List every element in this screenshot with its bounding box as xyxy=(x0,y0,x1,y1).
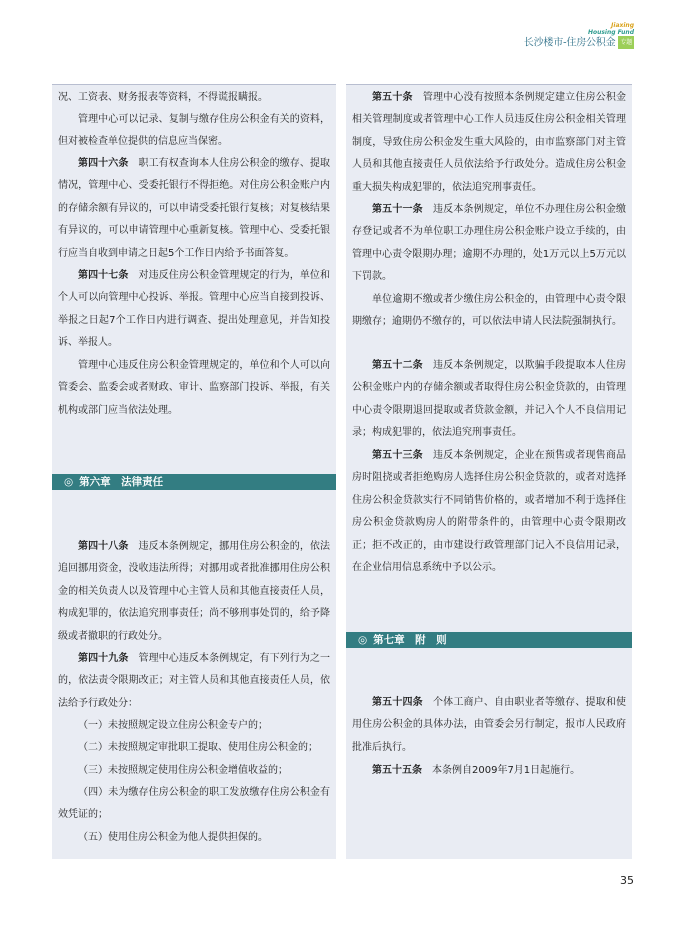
article-number: 第四十六条 xyxy=(78,158,129,169)
article-number: 第五十四条 xyxy=(372,697,423,708)
article-55 xyxy=(352,760,626,782)
paragraph: 单位逾期不缴或者少缴住房公积金的，由管理中心责令限期缴存；逾期仍不缴存的，可以依法申请人民法院强制执行。 xyxy=(352,294,626,328)
article-text: 违反本条例规定，以欺骗手段提取本人住房公积金账户内的存储余额或者取得住房公积金贷款的，由管理中心责令限期退回提取或者贷款金额，并记入个人不良信用记录；构成犯罪的，依法追究刑事责任。 xyxy=(352,360,627,439)
logo-text: 长沙楼市-住房公积金 xyxy=(523,37,616,49)
list-item: （三）未按照规定使用住房公积金增值收益的； xyxy=(78,765,288,776)
article-number: 第五十条 xyxy=(372,92,413,103)
chapter-title: 第六章 法律责任 xyxy=(79,476,164,488)
list-item: （一）未按照规定设立住房公积金专户的； xyxy=(78,720,268,731)
article-48 xyxy=(58,536,330,648)
article-50 xyxy=(352,87,626,199)
logo-subtitle: Jiaxing xyxy=(611,22,634,29)
header-logo xyxy=(524,22,634,50)
article-text: 对违反住房公积金管理规定的行为，单位和个人可以向管理中心投诉、举报。管理中心应当自接到投诉、举报之日起7个工作日内进行调查、提出处理意见，并告知投诉、举报人。 xyxy=(58,270,331,349)
logo-title xyxy=(524,36,634,50)
article-54 xyxy=(352,692,626,759)
page-number: 35 xyxy=(620,874,634,887)
article-text: 管理中心违反本条例规定，有下列行为之一的，依法责令限期改正；对主管人员和其他直接责任人员，依法给予行政处分： xyxy=(58,653,331,709)
list-item: （五）使用住房公积金为他人提供担保的。 xyxy=(78,832,268,843)
chapter-title: 第七章 附 则 xyxy=(373,634,447,646)
paragraph: 管理中心违反住房公积金管理规定的，单位和个人可以向管委会、监委会或者财政、审计、监察部门投诉、举报，有关机构或部门应当依法处理。 xyxy=(58,360,330,416)
chapter-heading-7 xyxy=(346,632,632,648)
circle-bullet-icon: ◎ xyxy=(64,476,74,488)
article-text: 个体工商户、自由职业者等缴存、提取和使用住房公积金的具体办法，由管委会另行制定，报市人民政府批准后执行。 xyxy=(352,697,627,753)
logo-subtitle-2: Housing Fund xyxy=(587,29,634,36)
article-52 xyxy=(352,355,626,445)
left-column xyxy=(52,84,336,859)
article-text: 违反本条例规定，企业在预售或者现售商品房时阻挠或者拒绝购房人选择住房公积金贷款的，或者对选择住房公积金贷款实行不同销售价格的，或者增加不利于选择住房公积金贷款购房人的附带条件的，由管理中心责令限期改正；拒不改正的，由市建设行政管理部门记入不良信用记录，在企业信用信息系统中予以公示。 xyxy=(352,450,627,574)
article-number: 第五十三条 xyxy=(372,450,423,461)
article-text: 违反本条例规定，单位不办理住房公积金缴存登记或者不为单位职工办理住房公积金账户设立手续的，由管理中心责令限期办理；逾期不办理的，处1万元以上5万元以下罚款。 xyxy=(352,204,627,283)
article-text: 管理中心没有按照本条例规定建立住房公积金相关管理制度或者管理中心工作人员违反住房公积金相关管理制度，导致住房公积金发生重大风险的，由市监察部门对主管人员和其他直接责任人员依法给予行政处分。造成住房公积金重大损失构成犯罪的，依法追究刑事责任。 xyxy=(352,92,627,193)
article-number: 第五十五条 xyxy=(372,765,422,776)
logo-tag: 专题 xyxy=(618,36,634,49)
article-47 xyxy=(58,265,330,355)
article-number: 第五十二条 xyxy=(372,360,423,371)
circle-bullet-icon: ◎ xyxy=(358,634,368,646)
article-number: 第四十九条 xyxy=(78,653,129,664)
list-item: （四）未为缴存住房公积金的职工发放缴存住房公积金有效凭证的； xyxy=(58,787,330,821)
article-text: 职工有权查询本人住房公积金的缴存、提取情况，管理中心、受委托银行不得拒绝。对住房公积金账户内的存储余额有异议的，可以申请受委托银行复核；对复核结果有异议的，可以申请管理中心重新复核。管理中心、受委托银行应当自收到申请之日起5个工作日内给予书面答复。 xyxy=(58,158,331,259)
paragraph: 况、工资表、财务报表等资料，不得谎报瞒报。 xyxy=(58,92,268,103)
article-text: 违反本条例规定，挪用住房公积金的，依法追回挪用资金，没收违法所得；对挪用或者批准挪用住房公积金的相关负责人以及管理中心主管人员和其他直接责任人员，构成犯罪的，依法追究刑事责任；尚不够刑事处罚的，给予降级或者撤职的行政处分。 xyxy=(58,541,331,642)
article-53 xyxy=(352,445,626,579)
paragraph: 管理中心可以记录、复制与缴存住房公积金有关的资料，但对被检查单位提供的信息应当保密。 xyxy=(58,114,330,148)
right-column xyxy=(346,84,632,859)
article-number: 第四十八条 xyxy=(78,541,129,552)
article-51 xyxy=(352,199,626,289)
article-number: 第五十一条 xyxy=(372,204,423,215)
article-49 xyxy=(58,648,330,715)
article-number: 第四十七条 xyxy=(78,270,129,281)
article-text: 本条例自2009年7月1日起施行。 xyxy=(432,765,581,776)
list-item: （二）未按照规定审批职工提取、使用住房公积金的； xyxy=(78,742,318,753)
article-46 xyxy=(58,153,330,265)
chapter-heading-6 xyxy=(52,474,336,490)
